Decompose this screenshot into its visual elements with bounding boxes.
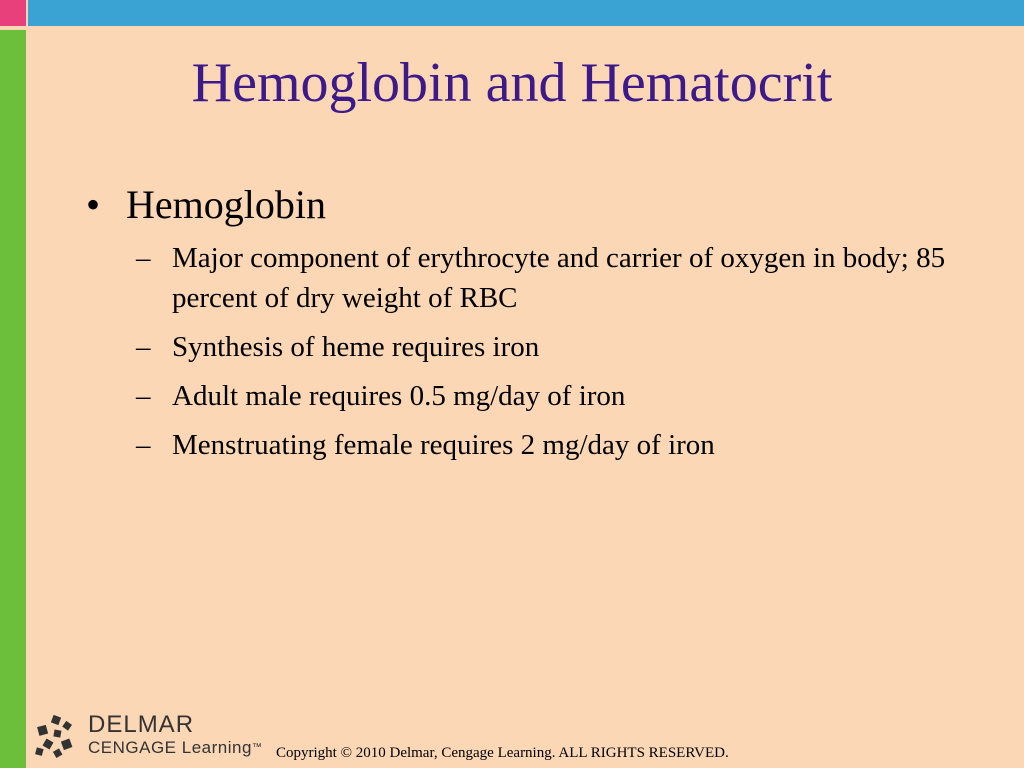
corner-accent-square [0,0,26,26]
sub-bullet-text: Synthesis of heme requires iron [172,331,540,363]
sub-bullet-list [86,238,946,465]
sub-bullet-text: Menstruating female requires 2 mg/day of iron [172,429,715,461]
sub-bullet-marker: – [136,380,151,412]
logo-wordmark [88,712,262,758]
sub-bullet-marker: – [136,242,151,274]
bullet-hemoglobin [86,180,946,230]
logo-trademark: ™ [251,742,263,753]
sub-bullet-item [136,238,946,318]
sub-bullet-marker: – [136,429,151,461]
sub-bullet-text: Adult male requires 0.5 mg/day of iron [172,380,626,412]
sub-bullet-marker: – [136,331,151,363]
copyright-notice: Copyright © 2010 Delmar, Cengage Learning. ALL RIGHTS RESERVED. [276,745,729,761]
delmar-cengage-logo [34,712,274,762]
bullet-text: Hemoglobin [126,182,326,227]
bullet-marker: • [86,182,101,227]
sub-bullet-item [136,425,946,465]
logo-cengage-label: CENGAGE Learning [88,738,252,757]
logo-delmar-text: DELMAR [88,711,195,738]
delmar-logo-icon [34,714,80,760]
logo-cengage-text [88,738,262,758]
sub-bullet-item [136,327,946,367]
sub-bullet-item [136,376,946,416]
sub-bullet-text: Major component of erythrocyte and carrier of oxygen in body; 85 percent of dry weight of RBC [172,242,946,314]
slide-content [86,180,946,474]
left-accent-bar [0,30,26,768]
top-accent-bar [28,0,1024,26]
slide-title: Hemoglobin and Hematocrit [191,52,833,114]
